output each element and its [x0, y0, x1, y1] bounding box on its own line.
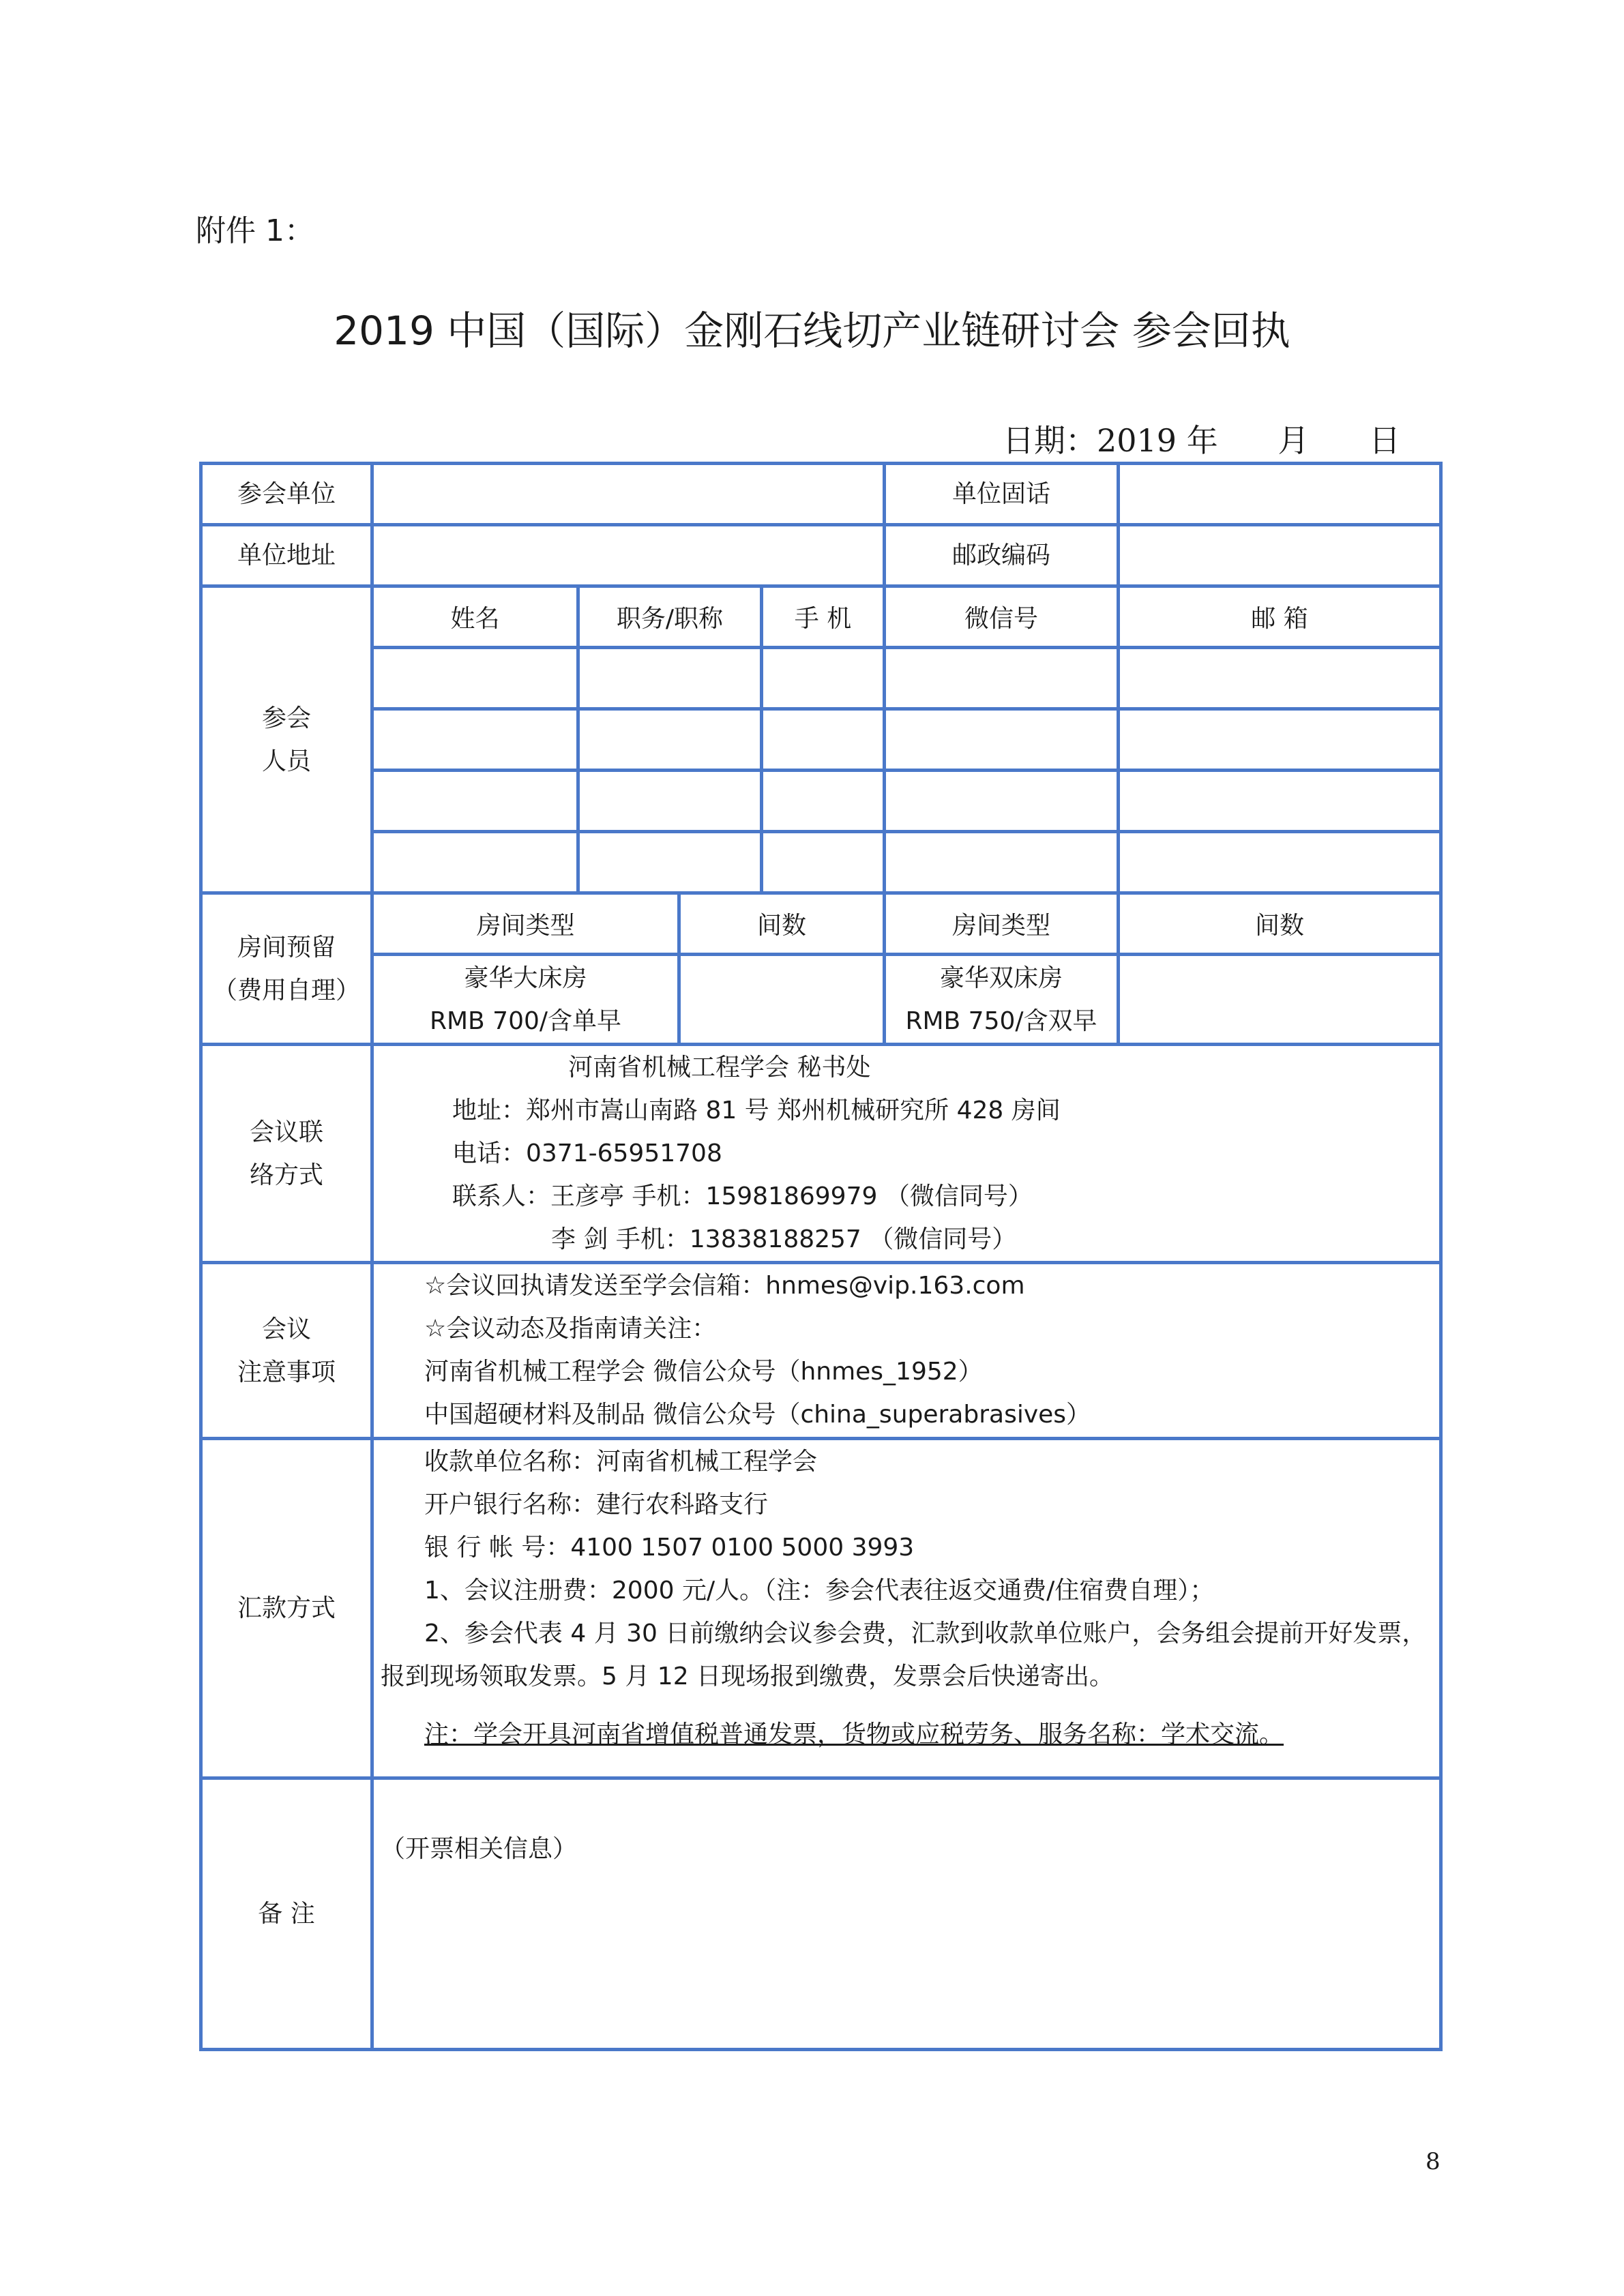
- attendee-mobile-cell[interactable]: [762, 771, 885, 832]
- room-type-header-2: 房间类型: [885, 893, 1119, 955]
- header-wechat: 微信号: [885, 586, 1119, 648]
- remarks-hint: （开票相关信息）: [381, 1835, 578, 1863]
- phone-label: 单位固话: [885, 464, 1119, 525]
- attendee-name-cell[interactable]: [372, 648, 578, 709]
- phone-field[interactable]: [1119, 464, 1441, 525]
- attendee-title-cell[interactable]: [578, 648, 762, 709]
- attendee-wechat-cell[interactable]: [885, 709, 1119, 771]
- attendee-email-cell[interactable]: [1119, 832, 1441, 893]
- header-email: 邮 箱: [1119, 586, 1441, 648]
- registration-form-table: [199, 462, 1443, 2051]
- attendees-label: 参会 人员: [201, 586, 372, 893]
- attendee-email-cell[interactable]: [1119, 648, 1441, 709]
- attendee-email-cell[interactable]: [1119, 709, 1441, 771]
- unit-field[interactable]: [372, 464, 885, 525]
- address-label: 单位地址: [201, 525, 372, 586]
- remarks-label: 备 注: [201, 1778, 372, 2050]
- room-type-1: 豪华大床房 RMB 700/含单早: [372, 955, 679, 1045]
- attendee-title-cell[interactable]: [578, 771, 762, 832]
- attendee-title-cell[interactable]: [578, 832, 762, 893]
- date-line: 日期：2019 年 月 日: [1003, 422, 1401, 459]
- notes-label: 会议 注意事项: [201, 1263, 372, 1439]
- address-field[interactable]: [372, 525, 885, 586]
- postcode-field[interactable]: [1119, 525, 1441, 586]
- notes-info: ☆会议回执请发送至学会信箱：hnmes@vip.163.com ☆会议动态及指南请关注： 河南省机械工程学会 微信公众号（hnmes_1952） 中国超硬材料及制品 微信公众号（china_superabrasives）: [372, 1263, 1441, 1439]
- page-title: 2019 中国（国际）金刚石线切产业链研讨会 参会回执: [334, 308, 1290, 354]
- attendee-wechat-cell[interactable]: [885, 771, 1119, 832]
- remarks-field[interactable]: [372, 1778, 1441, 2050]
- attendee-mobile-cell[interactable]: [762, 832, 885, 893]
- contact-info: 河南省机械工程学会 秘书处 地址：郑州市嵩山南路 81 号 郑州机械研究所 428 房间 电话：0371-65951708 联系人：王彦亭 手机：15981869979 （微信同号） 李 剑 手机：13838188257 （微信同号）: [372, 1045, 1441, 1263]
- header-mobile: 手 机: [762, 586, 885, 648]
- attendee-name-cell[interactable]: [372, 771, 578, 832]
- postcode-label: 邮政编码: [885, 525, 1119, 586]
- room-count-header-2: 间数: [1119, 893, 1441, 955]
- attendee-title-cell[interactable]: [578, 709, 762, 771]
- room-count-header-1: 间数: [679, 893, 885, 955]
- room-type-2: 豪华双床房 RMB 750/含双早: [885, 955, 1119, 1045]
- room-label: 房间预留 （费用自理）: [201, 893, 372, 1045]
- attendee-name-cell[interactable]: [372, 709, 578, 771]
- payment-info: 收款单位名称：河南省机械工程学会 开户银行名称：建行农科路支行 银 行 帐 号：4100 1507 0100 5000 3993 1、会议注册费：2000 元/人。（注：参会代表往返交通费/住宿费自理）； 2、参会代表 4 月 30 日前缴纳会议参会费，汇款到收款单位账户，会务组会提前开好发票， 报到现场领取发票。5 月 12 日现场报到缴费，发票会后快递寄出。 注：学会开具河南省增值税普通发票，货物或应税劳务、服务名称：学术交流。: [372, 1439, 1441, 1778]
- attendee-mobile-cell[interactable]: [762, 648, 885, 709]
- attendee-wechat-cell[interactable]: [885, 832, 1119, 893]
- page-number: 8: [1426, 2148, 1441, 2175]
- contact-label: 会议联 络方式: [201, 1045, 372, 1263]
- attendee-email-cell[interactable]: [1119, 771, 1441, 832]
- room-count-2-field[interactable]: [1119, 955, 1441, 1045]
- attendee-name-cell[interactable]: [372, 832, 578, 893]
- attendee-mobile-cell[interactable]: [762, 709, 885, 771]
- room-count-1-field[interactable]: [679, 955, 885, 1045]
- unit-label: 参会单位: [201, 464, 372, 525]
- header-name: 姓名: [372, 586, 578, 648]
- header-title: 职务/职称: [578, 586, 762, 648]
- payment-note: 注：学会开具河南省增值税普通发票，货物或应税劳务、服务名称：学术交流。: [424, 1720, 1284, 1748]
- attendee-row: [201, 709, 1441, 771]
- attendee-row: [201, 832, 1441, 893]
- payment-label: 汇款方式: [201, 1439, 372, 1778]
- attachment-label: 附件 1：: [196, 213, 314, 248]
- attendee-row: [201, 648, 1441, 709]
- attendee-row: [201, 771, 1441, 832]
- attendee-wechat-cell[interactable]: [885, 648, 1119, 709]
- room-type-header-1: 房间类型: [372, 893, 679, 955]
